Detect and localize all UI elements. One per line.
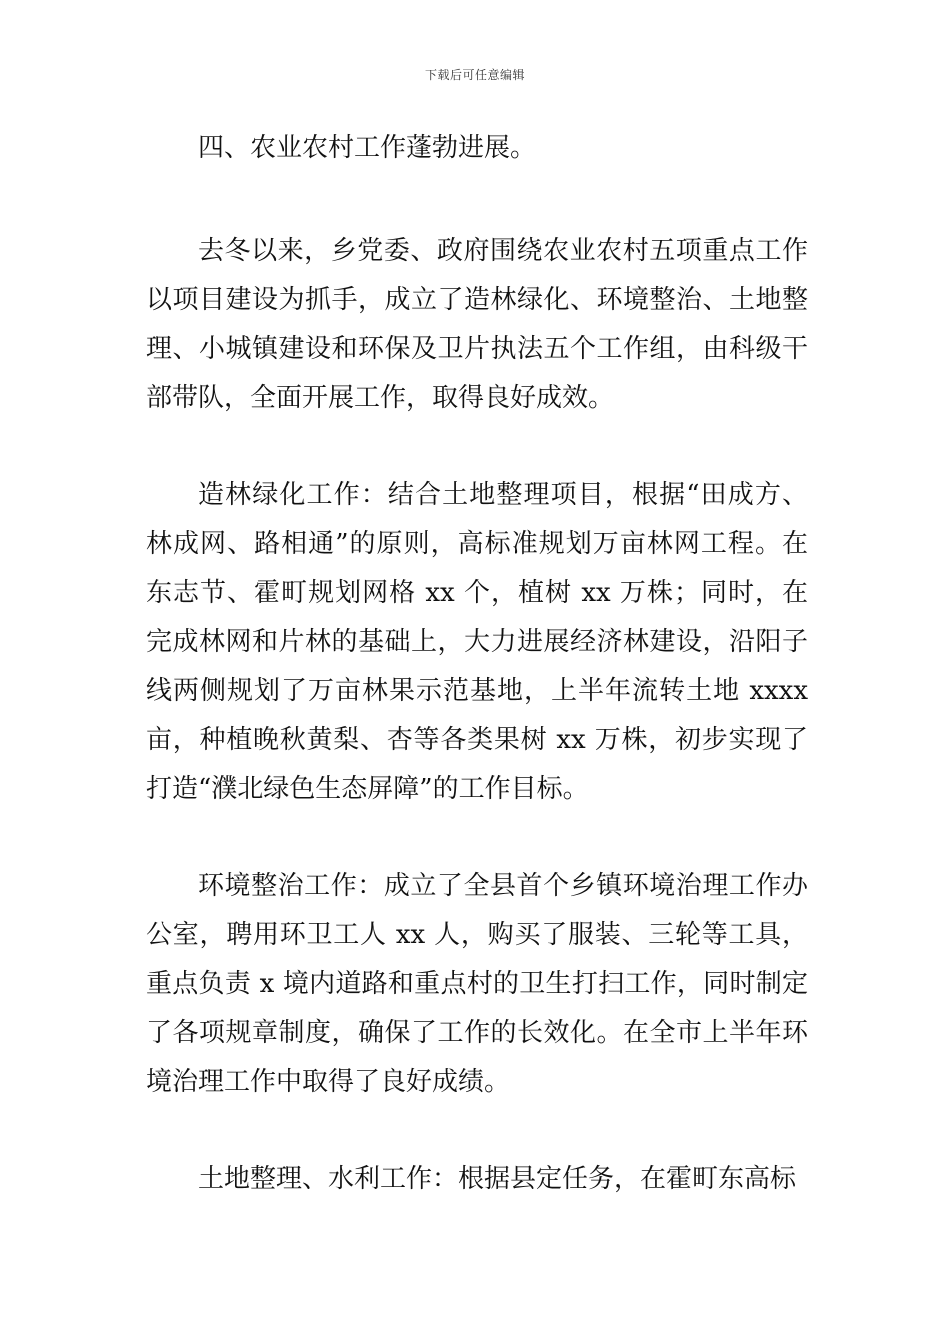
header-note: 下载后可任意编辑 <box>424 68 525 82</box>
section-heading: 四、农业农村工作蓬勃进展。 <box>198 133 537 163</box>
paragraph-environment: 环境整治工作：成立了全县首个乡镇环境治理工作办公室，聘用环卫工人 xx 人，购买了服装、三轮等工具，重点负责 x 境内道路和重点村的卫生打扫工作，同时制定了各项规章制度，确保了工作的长效化。在全市上半年环境治理工作中取得了良好成绩。 <box>146 871 808 1097</box>
document-body <box>146 124 808 1204</box>
paragraph-afforestation: 造林绿化工作：结合土地整理项目，根据“田成方、林成网、路相通”的原则，高标准规划万亩林网工程。在东志节、霍町规划网格 xx 个，植树 xx 万株；同时，在完成林网和片林的基础上，大力进展经济林建设，沿阳子线两侧规划了万亩林果示范基地，上半年流转土地 xxxx 亩，种植晚秋黄梨、杏等各类果树 xx 万株，初步实现了打造“濮北绿色生态屏障”的工作目标。 <box>146 480 808 804</box>
paragraph-land-water: 土地整理、水利工作：根据县定任务，在霍町东高标 <box>198 1164 797 1194</box>
paragraph-overview: 去冬以来，乡党委、政府围绕农业农村五项重点工作以项目建设为抓手，成立了造林绿化、环境整治、土地整理、小城镇建设和环保及卫片执法五个工作组，由科级干部带队，全面开展工作，取得良好成效。 <box>146 236 808 413</box>
